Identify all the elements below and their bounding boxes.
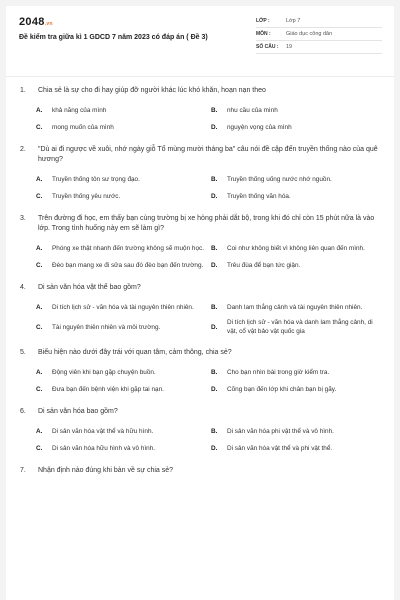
option-label: C. [36,192,43,200]
option-label: C. [36,123,43,131]
option-text: Di tích lịch sử - văn hóa và tài nguyên thiên nhiên. [52,303,194,311]
answer-option[interactable] [211,442,382,454]
question-number: 7. [20,467,26,474]
question-number: 4. [20,284,26,291]
answer-option[interactable] [36,442,207,454]
question-stem [6,145,394,165]
site-logo[interactable] [19,16,53,28]
option-label: B. [211,106,218,114]
question-number: 6. [20,408,26,415]
answer-option[interactable] [36,259,207,271]
answer-options [6,301,394,336]
question-item [6,407,394,454]
option-text: Phóng xe thật nhanh đến trường không sẽ muộn học. [52,244,205,252]
page-title: Đề kiểm tra giữa kì 1 GDCD 7 năm 2023 có đáp án ( Đề 3) [19,34,208,41]
question-list [6,86,394,488]
question-stem [6,466,394,476]
option-text: nhu cầu của mình [227,106,278,114]
option-text: Đưa bạn đến bệnh viện khi gặp tai nạn. [52,385,164,393]
answer-option[interactable] [211,259,382,271]
answer-option[interactable] [211,242,382,254]
option-label: A. [36,106,43,114]
question-number: 2. [20,146,26,153]
option-label: B. [211,427,218,435]
option-text: Truyền thống văn hóa. [227,192,291,200]
answer-options [6,425,394,454]
answer-option[interactable] [36,173,207,185]
question-number: 5. [20,349,26,356]
option-label: C. [36,261,43,269]
option-text: Tài nguyên thiên nhiên và môi trường. [52,323,161,331]
answer-option[interactable] [211,425,382,437]
question-item [6,214,394,271]
option-text: Cõng bạn đến lớp khi chân bạn bị gãy. [227,385,337,393]
option-label: A. [36,368,43,376]
option-text: Danh lam thắng cảnh và tài nguyên thiên nhiên. [227,303,363,311]
meta-key: SỐ CÂU : [256,44,279,50]
meta-value: Lớp 7 [286,18,301,24]
answer-options [6,104,394,133]
answer-option[interactable] [211,104,382,116]
answer-option[interactable] [36,301,207,313]
answer-option[interactable] [211,121,382,133]
option-label: B. [211,368,218,376]
option-text: Cho bạn nhìn bài trong giờ kiểm tra. [227,368,330,376]
option-label: B. [211,244,218,252]
option-label: D. [211,444,218,452]
question-item [6,466,394,476]
question-stem [6,86,394,96]
question-number: 3. [20,215,26,222]
answer-option[interactable] [36,425,207,437]
option-label: B. [211,303,218,311]
question-text: Di sản văn hóa bao gồm? [38,408,118,415]
meta-key: MÔN : [256,31,271,37]
answer-option[interactable] [211,318,382,336]
answer-option[interactable] [211,301,382,313]
logo-main: 2048 [19,16,45,28]
option-label: D. [211,323,218,331]
meta-value: Giáo dục công dân [286,31,333,37]
answer-option[interactable] [211,190,382,202]
answer-option[interactable] [36,242,207,254]
question-text: Nhận định nào đúng khi bàn về sự chia sẻ? [38,467,174,474]
exam-meta-table [256,15,382,54]
option-text: Di sản văn hóa hữu hình và vô hình. [52,444,156,452]
exam-page [6,6,394,600]
meta-key: LỚP : [256,18,270,24]
question-text: "Dù ai đi ngược về xuôi, nhớ ngày giỗ Tổ mùng mười tháng ba" câu nói đề cập đến truyền thống nào của quê hương? [38,146,378,163]
answer-option[interactable] [36,190,207,202]
question-text: Chia sẻ là sự cho đi hay giúp đỡ người khác lúc khó khăn, hoạn nạn theo [38,87,266,94]
answer-options [6,242,394,271]
question-stem [6,214,394,234]
question-stem [6,407,394,417]
option-label: D. [211,192,218,200]
option-label: C. [36,323,43,331]
meta-row [256,15,382,28]
option-text: Truyền thống tôn sư trọng đạo. [52,175,140,183]
option-text: Di sản văn hóa vật thể và phi vật thể. [227,444,333,452]
option-text: Di sản văn hóa phi vật thể và vô hình. [227,427,334,435]
option-text: Động viên khi bạn gặp chuyện buồn. [52,368,156,376]
option-label: A. [36,427,43,435]
option-label: C. [36,385,43,393]
option-label: A. [36,175,43,183]
option-text: Truyền thống uống nước nhớ nguồn. [227,175,332,183]
question-stem [6,348,394,358]
header-divider [6,76,394,77]
option-label: C. [36,444,43,452]
answer-option[interactable] [36,318,207,336]
meta-row [256,41,382,54]
question-item [6,283,394,336]
option-text: Truyền thống yêu nước. [52,192,121,200]
answer-option[interactable] [36,366,207,378]
answer-option[interactable] [211,366,382,378]
option-text: Coi như không biết vì không liên quan đến mình. [227,244,365,252]
option-label: D. [211,123,218,131]
answer-option[interactable] [36,121,207,133]
question-item [6,145,394,202]
answer-option[interactable] [36,104,207,116]
option-label: A. [36,244,43,252]
option-text: khả năng của mình [52,106,107,114]
option-label: A. [36,303,43,311]
question-text: Biểu hiện nào dưới đây trái với quan tâm, cảm thông, chia sẻ? [38,349,232,356]
option-label: B. [211,175,218,183]
answer-options [6,366,394,395]
logo-suffix: .vn [44,21,53,27]
question-text: Di sản văn hóa vật thể bao gồm? [38,284,141,291]
option-text: Di tích lịch sử - văn hóa và danh lam thắng cảnh, di vật, cổ vật bảo vật quốc gia [227,319,373,335]
option-text: Di sản văn hóa vật thể và hữu hình. [52,427,154,435]
meta-row [256,28,382,41]
question-number: 1. [20,87,26,94]
option-text: mong muốn của mình [52,123,114,131]
meta-value: 19 [286,44,293,50]
question-item [6,86,394,133]
option-label: D. [211,385,218,393]
page-header [6,6,394,68]
option-text: nguyện vọng của mình [227,123,292,131]
answer-option[interactable] [36,383,207,395]
question-text: Trên đường đi học, em thấy bạn cùng trường bị xe hỏng phải dắt bộ, trong khi đó chỉ còn 15 phút nữa là vào lớp. Trong tình huống này em sẽ làm gì? [38,215,375,232]
question-stem [6,283,394,293]
option-text: Trêu đùa để bạn tức giận. [227,261,301,269]
option-text: Đèo bạn mang xe đi sửa sau đó đèo bạn đến trường. [52,261,204,269]
question-item [6,348,394,395]
option-label: D. [211,261,218,269]
answer-option[interactable] [211,383,382,395]
answer-option[interactable] [211,173,382,185]
answer-options [6,173,394,202]
